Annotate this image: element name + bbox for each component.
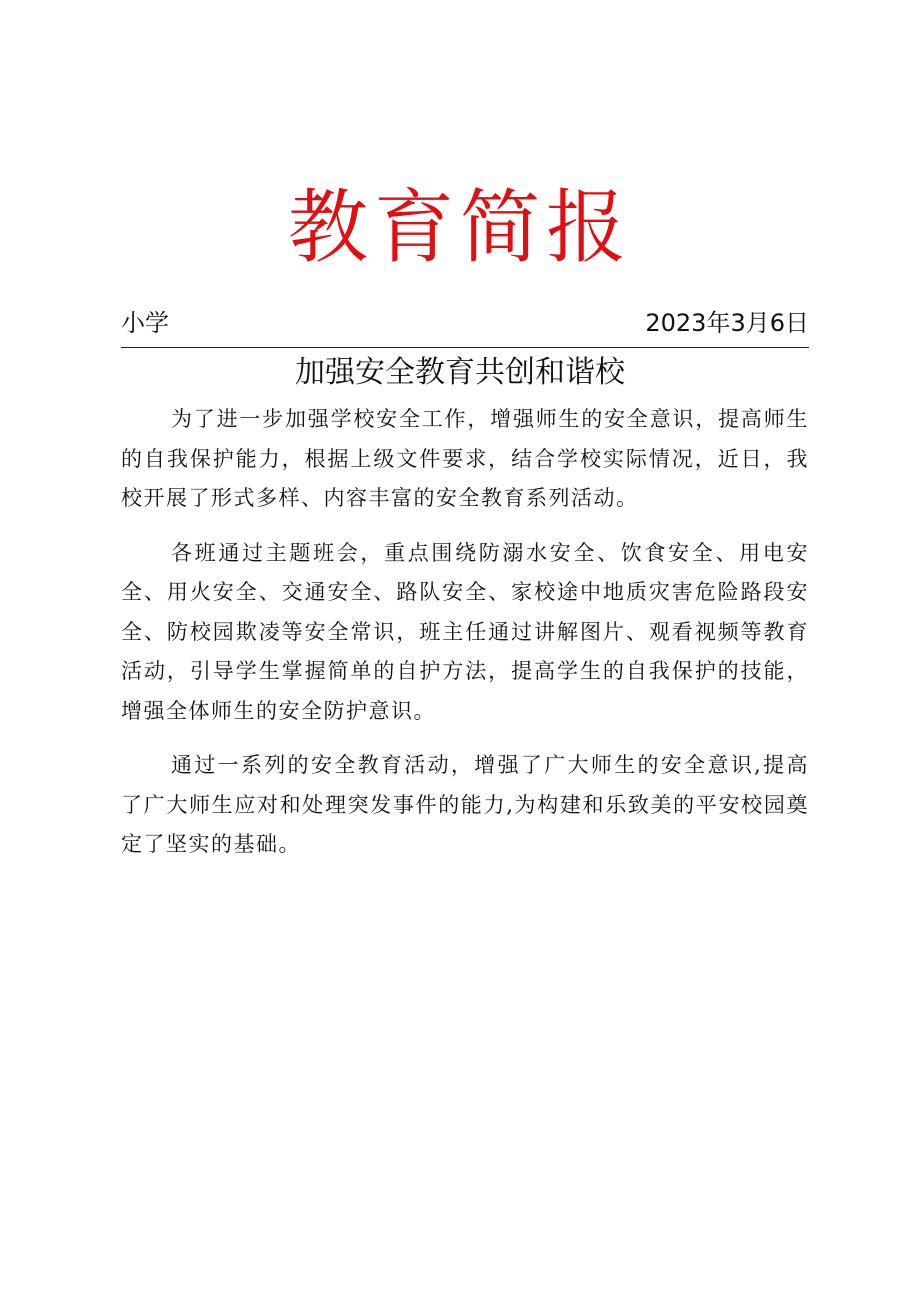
article-paragraph-1: 为了进一步加强学校安全工作，增强师生的安全意识，提高师生的自我保护能力，根据上级文件要求，结合学校实际情况，近日，我校开展了形式多样、内容丰富的安全教育系列活动。 [121,407,809,510]
meta-row [121,306,809,340]
article-headline: 加强安全教育共创和谐校 [295,355,625,390]
masthead-title: 教育简报 [288,181,632,274]
header-divider [121,347,809,348]
issue-date: 2023年3月6日 [645,309,809,337]
article-paragraph-2: 各班通过主题班会，重点围绕防溺水安全、饮食安全、用电安全、用火安全、交通安全、路队安全、家校途中地质灾害危险路段安全、防校园欺凌等安全常识，班主任通过讲解图片、观看视频等教育活动，引导学生掌握简单的自护方法，提高学生的自我保护的技能，增强全体师生的安全防护意识。 [121,540,809,723]
article-paragraph-3: 通过一系列的安全教育活动，增强了广大师生的安全意识,提高了广大师生应对和处理突发事件的能力,为构建和乐致美的平安校园奠定了坚实的基础。 [121,753,809,856]
article-body [121,400,809,880]
school-name: 小学 [121,309,169,337]
